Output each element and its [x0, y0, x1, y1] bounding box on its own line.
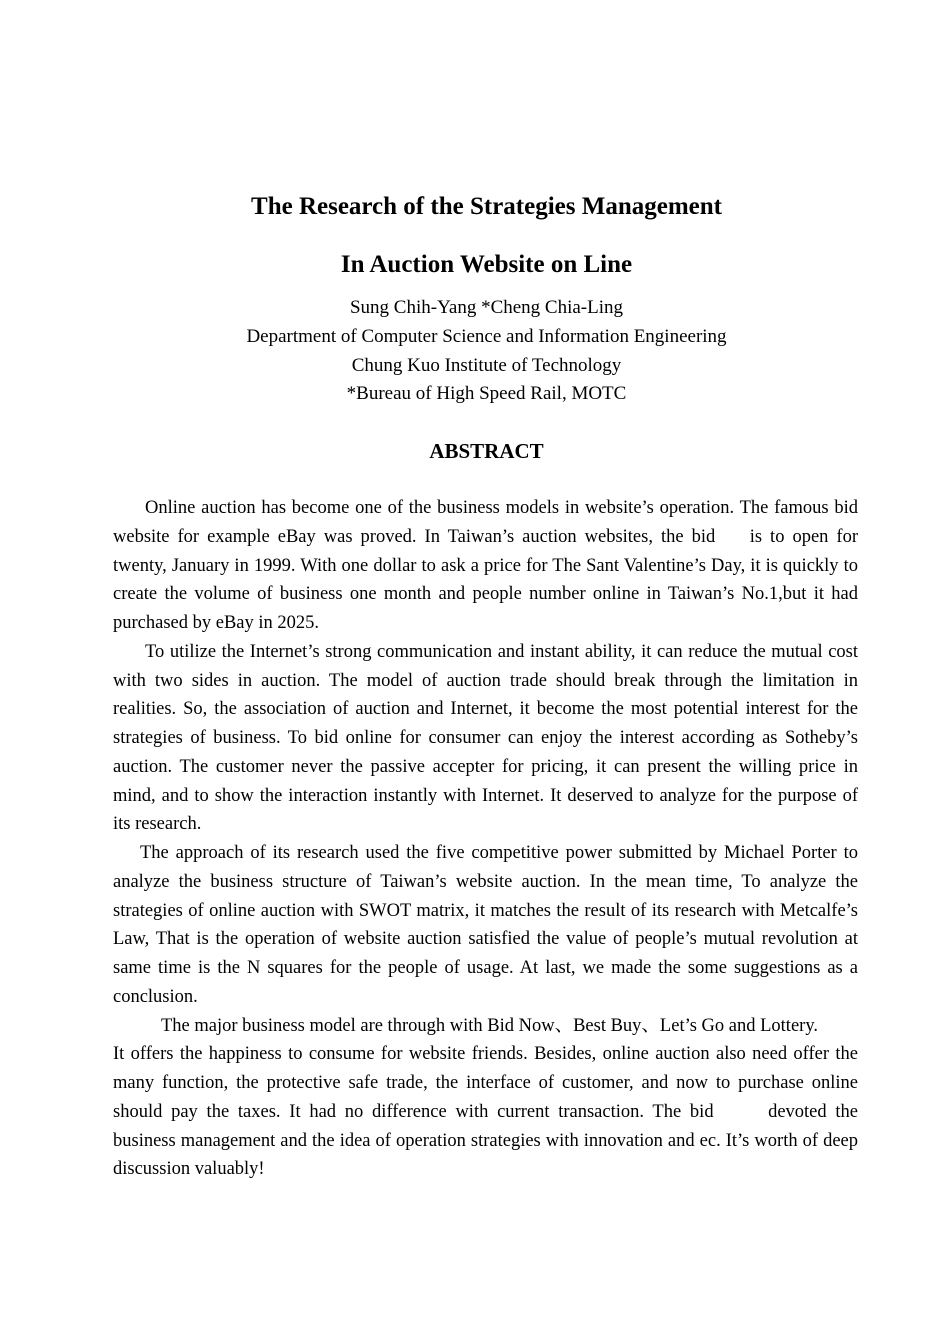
abstract-paragraph-1: Online auction has become one of the business models in website’s operation. The famous bid website for example eBay was proved. In Taiwan’s auction websites, the bid is to open for twenty, January in 1999. With one dollar to ask a price for The Sant Valentine’s Day, it is quickly to create the volume of business one month and people number online in Taiwan’s No.1,but it had purchased by eBay in 2025. [113, 498, 858, 633]
abstract-paragraph-4: It offers the happiness to consume for website friends. Besides, online auction also need offer the many function, the protective safe trade, the interface of customer, and now to purchase online should pay the taxes. It had no difference with current transaction. The bid devoted the business management and the idea of operation strategies with innovation and ec. It’s worth of deep discussion valuably! [113, 1044, 858, 1180]
affiliation-department: Department of Computer Science and Information Engineering [246, 326, 727, 347]
abstract-body [113, 494, 858, 1184]
affiliation-institute: Chung Kuo Institute of Technology [351, 355, 622, 376]
abstract-paragraph-4-first-line: The major business model are through with Bid Now、Best Buy、Let’s Go and Lottery. [161, 1015, 818, 1036]
paper-title-line-1: The Research of the Strategies Management [251, 193, 722, 220]
author-names: Sung Chih-Yang *Cheng Chia-Ling [349, 297, 624, 318]
abstract-paragraph-2: To utilize the Internet’s strong communication and instant ability, it can reduce the mutual cost with two sides in auction. The model of auction trade should break through the limitation in realities. So, the association of auction and Internet, it become the most potential interest for the strategies of business. To bid online for consumer can enjoy the interest according as Sotheby’s auction. The customer never the passive accepter for pricing, it can present the willing price in mind, and to show the interaction instantly with Internet. It deserved to analyze for the purpose of its research. [113, 641, 858, 835]
paper-title-line-2: In Auction Website on Line [340, 251, 633, 278]
abstract-paragraph-3: The approach of its research used the five competitive power submitted by Michael Porter to analyze the business structure of Taiwan’s website auction. In the mean time, To analyze the strategies of online auction with SWOT matrix, it matches the result of its research with Metcalfe’s Law, That is the operation of website auction satisfied the value of people’s mutual revolution at same time is the N squares for the people of usage. At last, we made the some suggestions as a conclusion. [113, 843, 858, 1007]
affiliation-bureau: *Bureau of High Speed Rail, MOTC [346, 383, 627, 404]
abstract-heading: ABSTRACT [429, 439, 544, 463]
